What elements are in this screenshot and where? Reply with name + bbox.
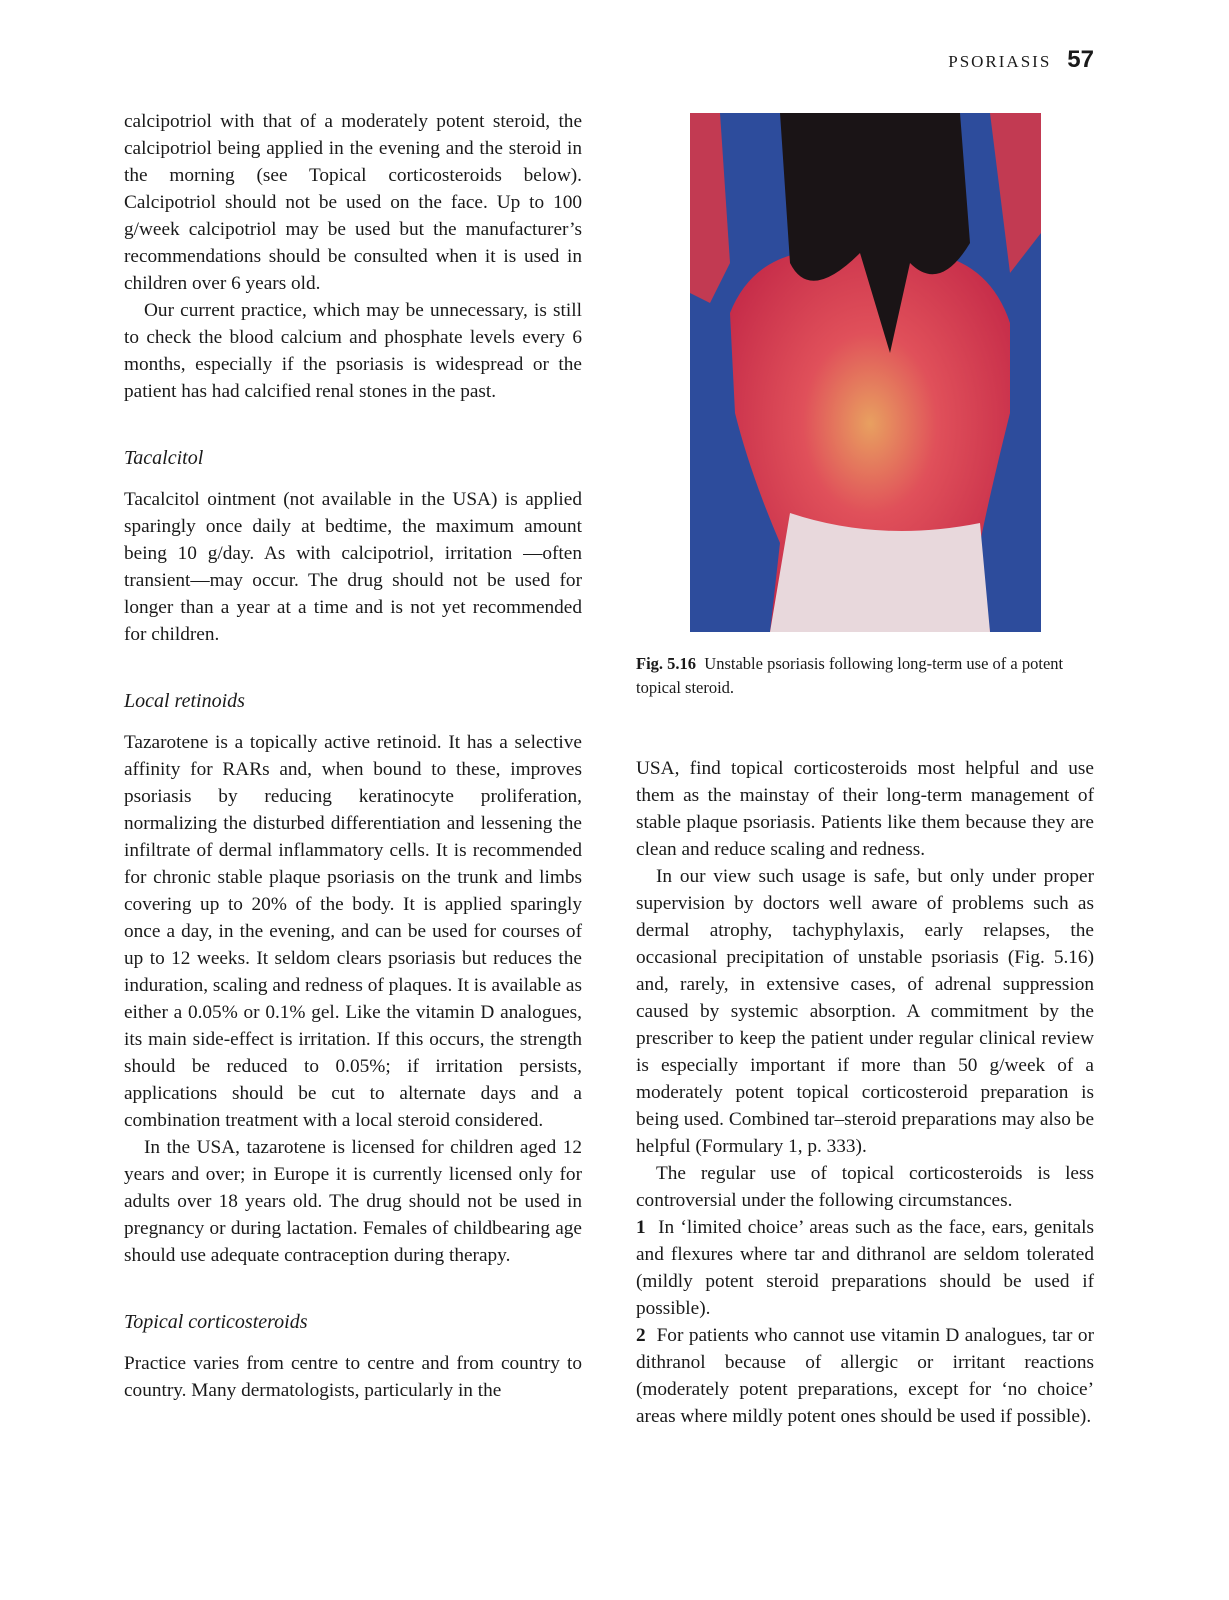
list-item	[636, 1214, 1094, 1322]
paragraph: In the USA, tazarotene is licensed for children aged 12 years and over; in Europe it is currently licensed only for adults over 18 years old. The drug should not be used in pregnancy or during lactation. Females of childbearing age should use adequate contraception during therapy.	[124, 1137, 582, 1266]
figure-caption-text: Unstable psoriasis following long-term use of a potent topical steroid.	[636, 654, 1064, 697]
paragraph: Tazarotene is a topically active retinoid. It has a selective affinity for RARs and, when bound to these, improves psoriasis by reducing keratinocyte proliferation, normalizing the disturbed differentiation and lessening the infiltrate of dermal inflammatory cells. It is recommended for chronic stable plaque psoriasis on the trunk and limbs covering up to 20% of the body. It is applied sparingly once a day, in the evening, and can be used for courses of up to 12 weeks. It seldom clears psoriasis but reduces the induration, scaling and redness of plaques. It is available as either a 0.05% or 0.1% gel. Like the vitamin D analogues, its main side-effect is irritation. If this occurs, the strength should be reduced to 0.05%; if irritation persists, applications should be cut to alternate days and a combination treatment with a local steroid considered.	[124, 732, 582, 1131]
list-number: 2	[636, 1325, 646, 1346]
section-heading-local-retinoids: Local retinoids	[124, 690, 245, 712]
figure-label: Fig. 5.16	[636, 654, 697, 673]
left-column	[124, 108, 582, 1404]
paragraph: In our view such usage is safe, but only under proper supervision by doctors well aware of problems such as dermal atrophy, tachyphylaxis, early relapses, the occasional precipitation of unstable psoriasis (Fig. 5.16) and, rarely, in extensive cases, of adrenal suppression caused by systemic absorption. A commitment by the prescriber to keep the patient under regular clinical review is especially important if more than 50 g/week of a moderately potent topical corticosteroid preparation is being used. Combined tar–steroid preparations may also be helpful (Formulary 1, p. 333).	[636, 866, 1094, 1157]
list-number: 1	[636, 1217, 646, 1238]
list-item-text: In ‘limited choice’ areas such as the face, ears, genitals and flexures where tar and dithranol are seldom tolerated (mildly potent steroid preparations should be used if possible).	[636, 1217, 1094, 1319]
section-heading-topical-corticosteroids: Topical corticosteroids	[124, 1311, 308, 1333]
running-title: PSORIASIS	[948, 52, 1052, 71]
paragraph: Practice varies from centre to centre and from country to country. Many dermatologists, particularly in the	[124, 1353, 582, 1401]
list-item	[636, 1322, 1094, 1430]
section-heading-tacalcitol: Tacalcitol	[124, 447, 204, 469]
paragraph: USA, find topical corticosteroids most helpful and use them as the mainstay of their long-term management of stable plaque psoriasis. Patients like them because they are clean and reduce scaling and redness.	[636, 758, 1094, 860]
paragraph: Tacalcitol ointment (not available in the USA) is applied sparingly once daily at bedtime, the maximum amount being 10 g/day. As with calcipotriol, irritation —often transient—may occur. The drug should not be used for longer than a year at a time and is not yet recommended for children.	[124, 489, 582, 645]
running-head	[636, 46, 1094, 74]
page-number: 57	[1067, 46, 1094, 73]
paragraph: calcipotriol with that of a moderately potent steroid, the calcipotriol being applied in the evening and the steroid in the morning (see Topical corticosteroids below). Calcipotriol should not be used on the face. Up to 100 g/week calcipotriol may be used but the manufacturer’s recommendations should be consulted when it is used in children over 6 years old.	[124, 111, 582, 294]
paragraph: Our current practice, which may be unnecessary, is still to check the blood calcium and phosphate levels every 6 months, especially if the psoriasis is widespread or the patient has had calcified renal stones in the past.	[124, 300, 582, 402]
figure-caption	[636, 652, 1094, 700]
right-column	[636, 755, 1094, 1430]
list-item-text: For patients who cannot use vitamin D analogues, tar or dithranol because of allergic or irritant reactions (moderately potent preparations, except for ‘no choice’ areas where mildly potent ones should be used if possible).	[636, 1325, 1094, 1427]
psoriasis-back-photo	[690, 113, 1041, 632]
figure-photo	[690, 113, 1041, 632]
paragraph: The regular use of topical corticosteroids is less controversial under the following circumstances.	[636, 1163, 1094, 1211]
